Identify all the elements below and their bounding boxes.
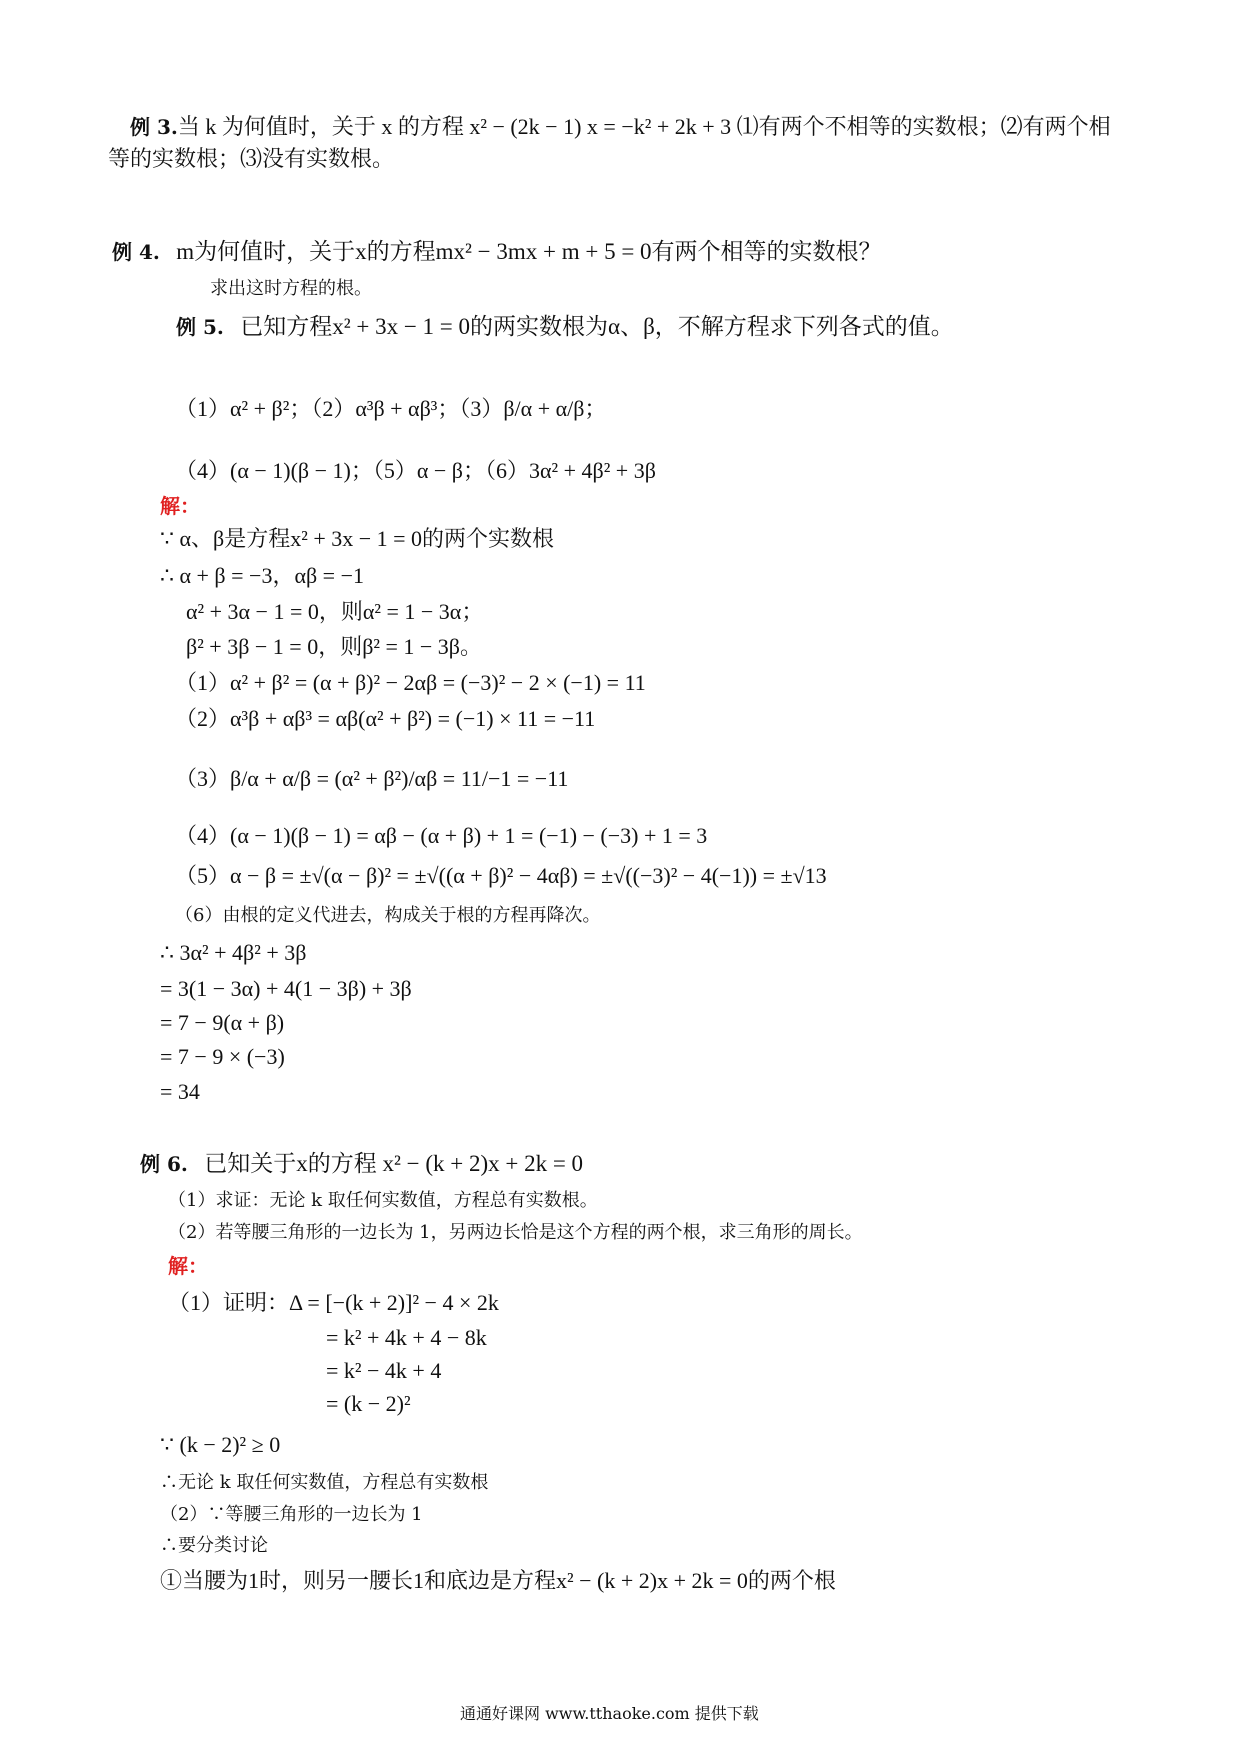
ex6-solution-label: 解： bbox=[168, 1254, 208, 1278]
ex4-line1 bbox=[112, 238, 882, 266]
ex6-proof-1: （1）证明：Δ = [−(k + 2)]² − 4 × 2k bbox=[168, 1290, 499, 1315]
ex6-label: 例 6. bbox=[140, 1152, 188, 1176]
ex5-sol-2: ∴ α + β = −3，αβ = −1 bbox=[160, 563, 364, 588]
ex6-proof-8: ∴要分类讨论 bbox=[160, 1535, 268, 1556]
ex6-part-1: （1）求证：无论 k 取任何实数值，方程总有实数根。 bbox=[168, 1190, 598, 1211]
ex3-label: 例 3. bbox=[130, 115, 178, 139]
page-footer: 通通好课网 www.tthaoke.com 提供下载 bbox=[460, 1704, 759, 1723]
ex5-answer-1: （1）α² + β² = (α + β)² − 2αβ = (−3)² − 2 × (−1) = 11 bbox=[175, 670, 646, 695]
ex3-line2: 等的实数根；⑶没有实数根。 bbox=[108, 146, 395, 171]
ex6-proof-5: ∵ (k − 2)² ≥ 0 bbox=[160, 1432, 281, 1457]
ex5-text: 已知方程x² + 3x − 1 = 0的两实数根为α、β，不解方程求下列各式的值。 bbox=[240, 314, 954, 339]
ex5-answer-6: （6）由根的定义代进去，构成关于根的方程再降次。 bbox=[175, 905, 601, 926]
ex3-line1 bbox=[130, 114, 1111, 140]
ex5-sol-3: α² + 3α − 1 = 0，则α² = 1 − 3α； bbox=[186, 599, 484, 624]
ex6-proof-2: = k² + 4k + 4 − 8k bbox=[326, 1325, 487, 1350]
ex5-line1 bbox=[176, 313, 954, 341]
ex5-calc-3: = 7 − 9(α + β) bbox=[160, 1010, 285, 1035]
ex5-answer-2: （2）α³β + αβ³ = αβ(α² + β²) = (−1) × 11 = −11 bbox=[175, 706, 596, 731]
ex6-part-2: （2）若等腰三角形的一边长为 1，另两边长恰是这个方程的两个根，求三角形的周长。 bbox=[168, 1222, 863, 1243]
ex5-answer-5: （5）α − β = ±√(α − β)² = ±√((α + β)² − 4αβ) = ±√((−3)² − 4(−1)) = ±√13 bbox=[175, 863, 827, 888]
ex3-text: 当 k 为何值时，关于 x 的方程 x² − (2k − 1) x = −k² + 2k + 3 ⑴有两个不相等的实数根；⑵有两个相 bbox=[177, 114, 1111, 139]
ex5-questions-2: （4）(α − 1)(β − 1)；（5）α − β；（6）3α² + 4β² + 3β bbox=[175, 458, 656, 483]
ex4-label: 例 4. bbox=[112, 240, 160, 264]
ex5-answer-3: （3）β/α + α/β = (α² + β²)/αβ = 11/−1 = −11 bbox=[175, 766, 569, 791]
ex6-proof-3: = k² − 4k + 4 bbox=[326, 1358, 442, 1383]
ex5-label: 例 5. bbox=[176, 315, 224, 339]
ex5-calc-5: = 34 bbox=[160, 1079, 200, 1104]
ex6-text: 已知关于x的方程 x² − (k + 2)x + 2k = 0 bbox=[204, 1151, 584, 1176]
ex5-answer-4: （4）(α − 1)(β − 1) = αβ − (α + β) + 1 = (−1) − (−3) + 1 = 3 bbox=[175, 823, 708, 848]
ex4-line2: 求出这时方程的根。 bbox=[210, 278, 372, 299]
ex5-calc-4: = 7 − 9 × (−3) bbox=[160, 1044, 285, 1069]
ex6-proof-7: （2）∵等腰三角形的一边长为 1 bbox=[160, 1504, 423, 1525]
ex5-sol-1: ∵ α、β是方程x² + 3x − 1 = 0的两个实数根 bbox=[160, 526, 555, 551]
ex5-questions-1: （1）α² + β²；（2）α³β + αβ³；（3）β/α + α/β； bbox=[175, 396, 607, 421]
ex5-sol-4: β² + 3β − 1 = 0，则β² = 1 − 3β。 bbox=[186, 634, 483, 659]
ex5-calc-2: = 3(1 − 3α) + 4(1 − 3β) + 3β bbox=[160, 976, 412, 1001]
ex6-proof-4: = (k − 2)² bbox=[326, 1391, 411, 1416]
ex6-proof-9: ①当腰为1时，则另一腰长1和底边是方程x² − (k + 2)x + 2k = 0的两个根 bbox=[160, 1568, 836, 1593]
ex5-calc-1: ∴ 3α² + 4β² + 3β bbox=[160, 940, 307, 965]
ex6-line1 bbox=[140, 1150, 583, 1178]
ex5-solution-label: 解： bbox=[160, 494, 200, 518]
ex4-text: m为何值时，关于x的方程mx² − 3mx + m + 5 = 0有两个相等的实数根？ bbox=[176, 239, 882, 264]
ex6-proof-6: ∴无论 k 取任何实数值，方程总有实数根 bbox=[160, 1472, 489, 1493]
